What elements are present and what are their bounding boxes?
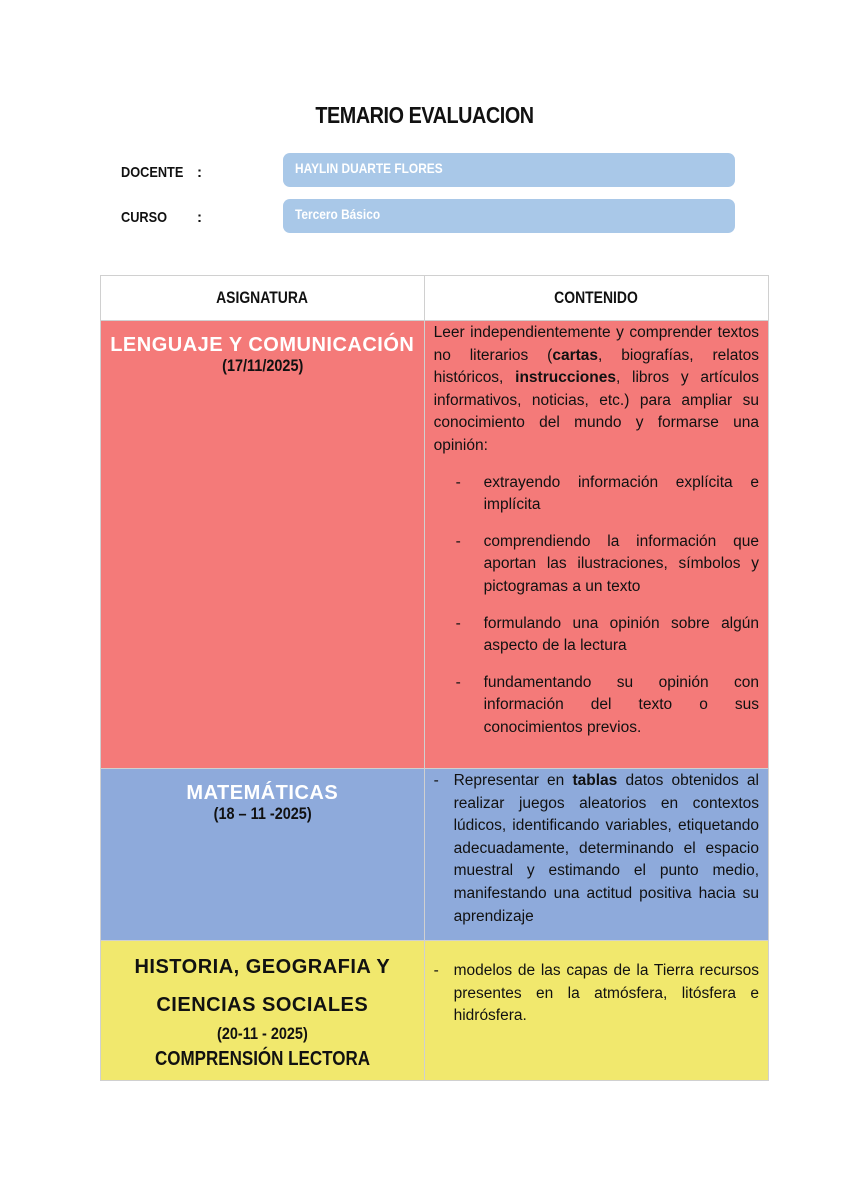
bullet-text: extrayendo información explícita e implícita <box>483 473 759 514</box>
bullet-dash: - <box>455 473 461 491</box>
header-asignatura-text: ASIGNATURA <box>216 288 309 307</box>
bullet-text: fundamentando su opinión con información del texto o sus conocimientos previos. <box>483 673 759 736</box>
bullet-dash: - <box>455 673 461 691</box>
subject-lenguaje: LENGUAJE Y COMUNICACIÓN <box>110 334 415 356</box>
curso-colon: : <box>197 209 202 226</box>
date-historia-text: (20-11 - 2025) <box>216 1024 308 1043</box>
list-item <box>456 531 759 599</box>
bullet-text: comprendiendo la información que aportan las ilustraciones, símbolos y pictogramas a un texto <box>483 532 759 595</box>
intro-text: Leer independientemente y comprender textos no literarios ( <box>433 324 759 364</box>
content-lenguaje <box>426 322 767 740</box>
curso-field[interactable] <box>283 199 735 233</box>
intro-bold-instrucciones: instrucciones <box>515 369 616 387</box>
docente-label: DOCENTE <box>121 164 184 181</box>
bullet-text: formulando una opinión sobre algún aspecto de la lectura <box>483 614 759 655</box>
subject-matematicas: MATEMÁTICAS <box>186 782 339 804</box>
bullet-dash: - <box>433 962 439 979</box>
date-matematicas-text: (18 – 11 -2025) <box>213 804 312 823</box>
table-row-historia <box>101 941 769 1081</box>
page-title: TEMARIO EVALUACION <box>315 102 534 128</box>
table-row-matematicas <box>101 769 769 941</box>
docente-colon: : <box>197 164 202 181</box>
intro-text: , libros y artículos informativos, noticias, etc.) para ampliar su conocimiento del mundo y formarse una opinión: <box>433 369 759 454</box>
curso-value: Tercero Básico <box>295 206 381 222</box>
subject-historia-line2: CIENCIAS SOCIALES <box>156 994 369 1016</box>
header-asignatura <box>101 276 425 321</box>
mat-text: datos obtenidos al realizar juegos aleatorios en contextos lúdicos, identificando variables, etiquetando adecuadamente, determinando el espacio muestral y estimando el punto medio, manifestando una actitud positiva hacia su aprendizaje <box>453 772 759 925</box>
subject-historia-line1: HISTORIA, GEOGRAFIA Y <box>134 956 391 978</box>
bullet-dash: - <box>433 772 439 789</box>
comprension-lectora-text: COMPRENSIÓN LECTORA <box>154 1048 370 1070</box>
subject-cell-lenguaje <box>101 321 425 769</box>
mat-bold-tablas: tablas <box>572 772 618 789</box>
list-item <box>456 672 759 740</box>
bullet-dash: - <box>455 614 461 632</box>
docente-value: HAYLIN DUARTE FLORES <box>295 160 443 176</box>
content-cell-matematicas <box>424 769 768 941</box>
intro-text: , biografías, relatos históricos, <box>433 346 759 387</box>
header-contenido <box>424 276 768 321</box>
date-lenguaje-text: (17/11/2025) <box>221 356 303 375</box>
matematicas-text <box>454 770 759 928</box>
list-item <box>456 472 759 517</box>
bullet-dash: - <box>455 532 461 550</box>
intro-bold-cartas: cartas <box>552 346 599 364</box>
mat-text: Representar en <box>453 772 573 789</box>
content-cell-lenguaje <box>424 321 768 769</box>
content-matematicas <box>426 770 767 928</box>
date-historia <box>102 1024 423 1044</box>
docente-field[interactable] <box>283 153 735 187</box>
table-header-row <box>101 276 769 321</box>
header-contenido-text: CONTENIDO <box>554 288 639 307</box>
list-item <box>456 613 759 658</box>
curso-label: CURSO <box>121 209 168 226</box>
subject-cell-historia <box>101 941 425 1081</box>
date-lenguaje <box>102 356 423 376</box>
subject-historia <box>102 948 423 1024</box>
temario-table <box>100 275 769 1081</box>
subject-cell-matematicas <box>101 769 425 941</box>
historia-text: modelos de las capas de la Tierra recursos presentes en la atmósfera, litósfera e hidrósfera. <box>453 962 759 1025</box>
date-matematicas <box>102 804 423 824</box>
comprension-lectora <box>102 1044 423 1074</box>
lenguaje-intro <box>434 322 759 458</box>
content-historia <box>426 960 767 1028</box>
table-row-lenguaje <box>101 321 769 769</box>
content-cell-historia <box>424 941 768 1081</box>
